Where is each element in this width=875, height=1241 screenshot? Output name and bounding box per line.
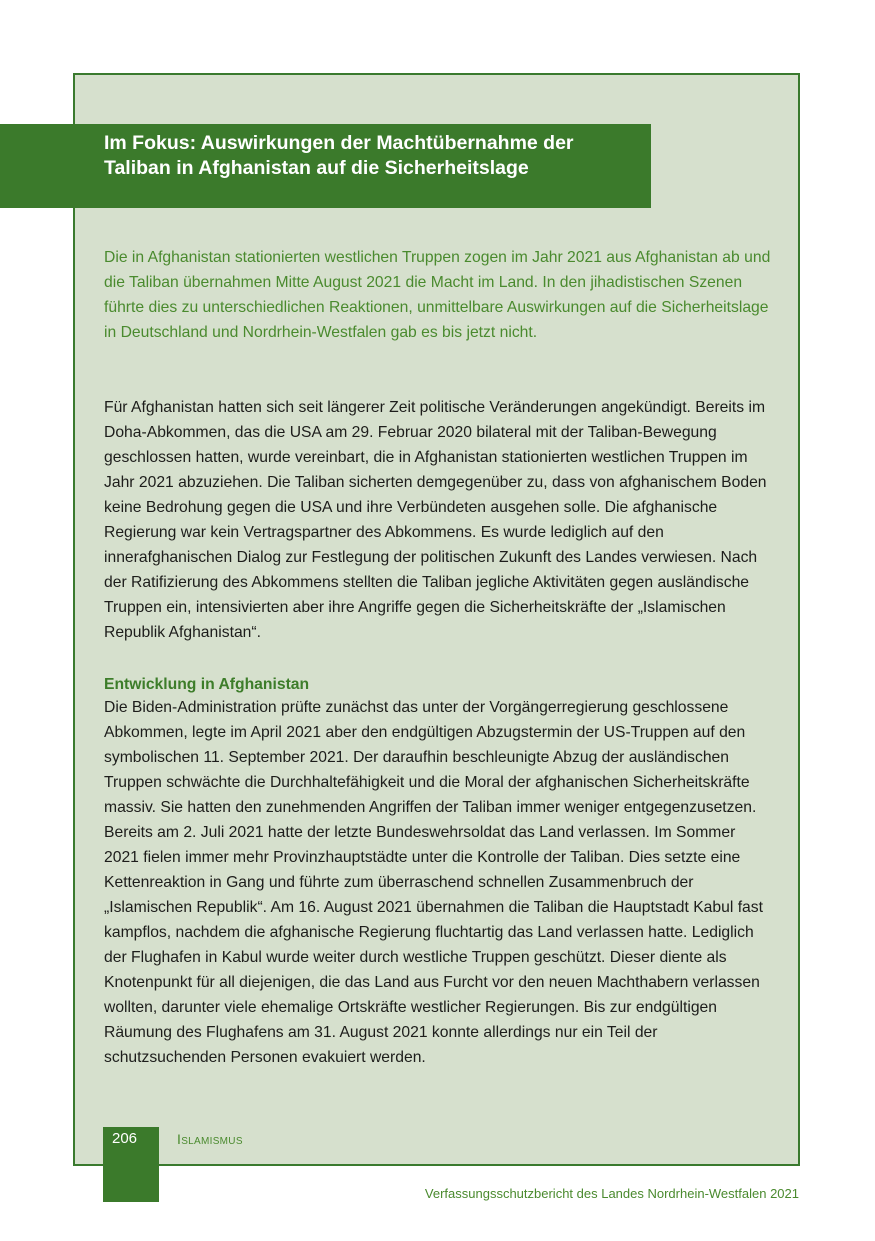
body-paragraph-2: Die Biden-Administration prüfte zunächst das unter der Vorgängerregierung geschlossene Abkommen, legte im April 2021 aber den endgültigen Abzugstermin der US-Truppen auf den symbolischen 11. September 2021. Der daraufhin beschleunigte Abzug der ausländischen Truppen schwächte die Durchhaltefähigkeit und die Moral der afghanischen Sicherheitskräfte massiv. Sie hatten den zunehmenden Angriffen der Taliban immer weniger entgegenzusetzen. Bereits am 2. Juli 2021 hatte der letzte Bundeswehrsoldat das Land verlassen. Im Sommer 2021 fielen immer mehr Provinzhauptstädte unter die Kontrolle der Taliban. Dies setzte eine Kettenreaktion in Gang und führte zum überraschend schnellen Zusammenbruch der „Islamischen Republik“. Am 16. August 2021 übernahmen die Taliban die Hauptstadt Kabul fast kampflos, nachdem die afghanische Regierung fluchtartig das Land verlassen hatte. Lediglich der Flughafen in Kabul wurde weiter durch westliche Truppen geschützt. Dieser diente als Knotenpunkt für all diejenigen, die das Land aus Furcht vor den neuen Machthabern verlassen wollten, darunter viele ehemalige Ortskräfte westlicher Regierungen. Bis zur endgültigen Räumung des Flughafens am 31. August 2021 konnte allerdings nur ein Teil der schutzsuchenden Personen evakuiert werden. [104, 699, 763, 1066]
page-number: 206 [112, 1130, 138, 1147]
body-paragraph-1: Für Afghanistan hatten sich seit längerer Zeit politische Veränderungen angekündigt. Bereits im Doha-Abkommen, das die USA am 29. Februar 2020 bilateral mit der Taliban-Bewegung geschlossen hatten, wurde vereinbart, die in Afghanistan stationierten westlichen Truppen im Jahr 2021 abzuziehen. Die Taliban sicherten demgegenüber zu, dass von afghanischem Boden keine Bedrohung gegen die USA und ihre Verbündeten ausgehen solle. Die afghanische Regierung war kein Vertragspartner des Abkommens. Es wurde lediglich auf den innerafghanischen Dialog zur Festlegung der politischen Zukunft des Landes verwiesen. Nach der Ratifizierung des Abkommens stellten die Taliban jegliche Aktivitäten gegen ausländische Truppen ein, intensivierten aber ihre Angriffe gegen die Sicherheitskräfte der „Islamischen Republik Afghanistan“. [104, 399, 767, 641]
title-band [0, 124, 651, 208]
footer-text: Verfassungsschutzbericht des Landes Nordrhein-Westfalen 2021 [424, 1186, 799, 1201]
page-title: Im Fokus: Auswirkungen der Machtübernahme der Taliban in Afghanistan auf die Sicherheitslage [104, 132, 574, 179]
intro-paragraph: Die in Afghanistan stationierten westlichen Truppen zogen im Jahr 2021 aus Afghanistan ab und die Taliban übernahmen Mitte August 2021 die Macht im Land. In den jihadistischen Szenen führte dies zu unterschiedlichen Reaktionen, unmittelbare Auswirkungen auf die Sicherheitslage in Deutschland und Nordrhein-Westfalen gab es bis jetzt nicht. [104, 249, 771, 341]
section-heading: Entwicklung in Afghanistan [104, 676, 310, 693]
section-label: Islamismus [177, 1131, 243, 1147]
